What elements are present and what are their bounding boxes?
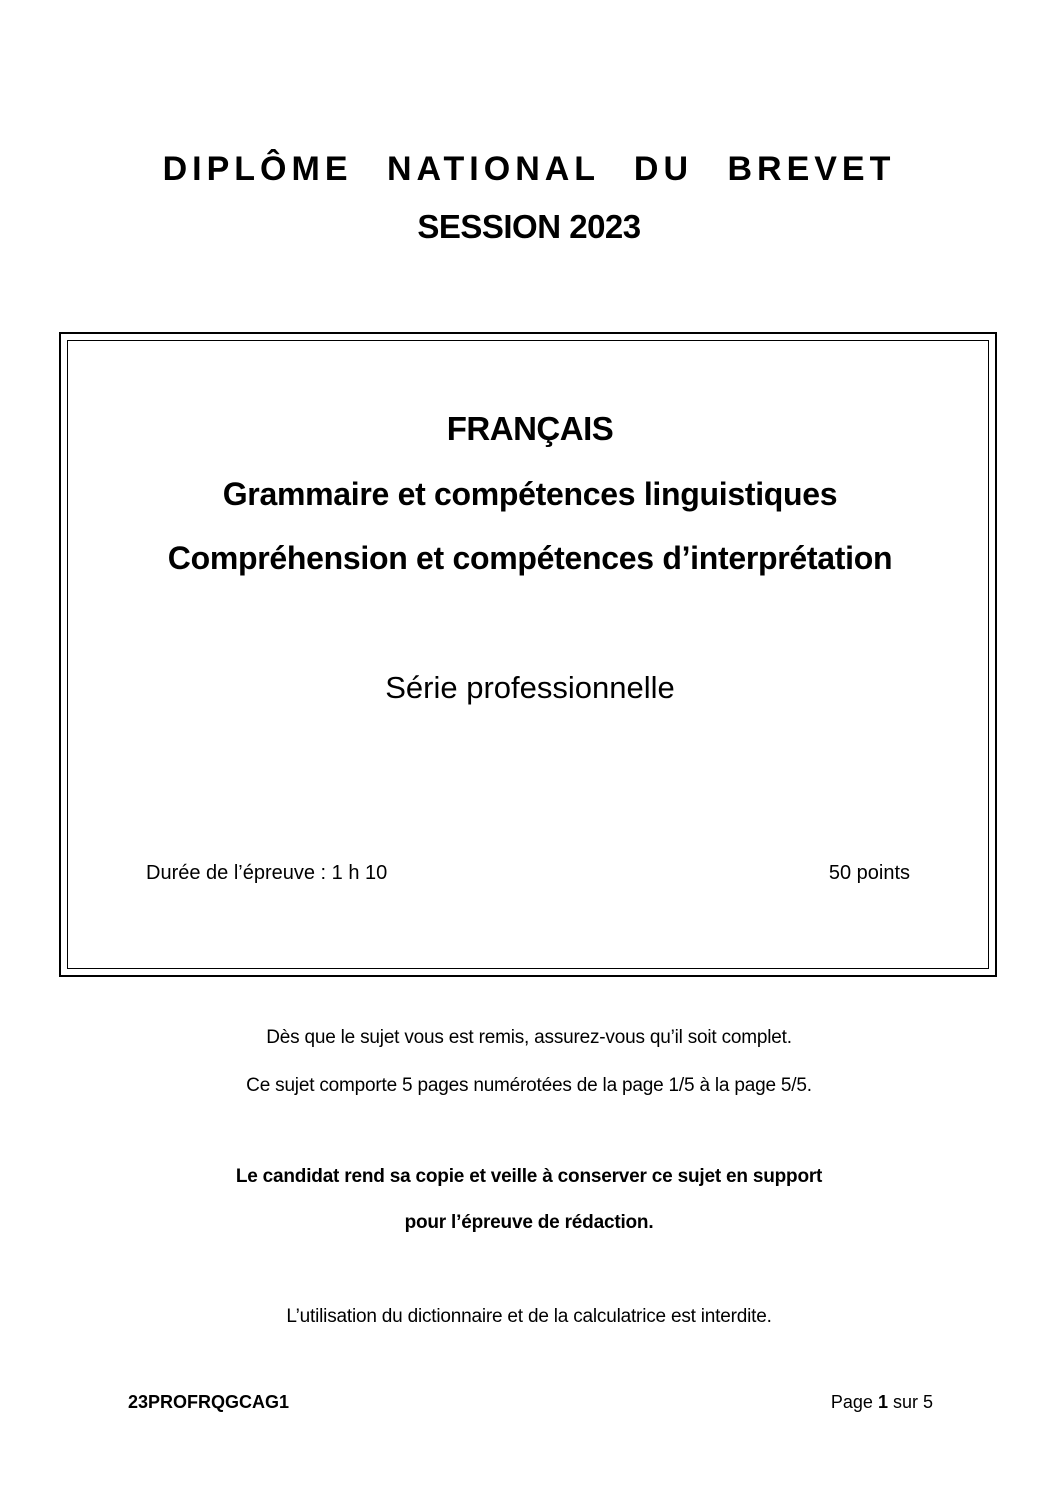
instruction-page-count: Ce sujet comporte 5 pages numérotées de la page 1/5 à la page 5/5. — [246, 1075, 812, 1096]
subject-part-comprehension: Compréhension et compétences d’interprétation — [167, 540, 893, 576]
page-prefix: Page — [830, 1392, 873, 1412]
page-number: 1 — [877, 1392, 888, 1412]
page-indicator — [831, 1392, 933, 1413]
instruction-keep-subject-cont: pour l’épreuve de rédaction. — [404, 1212, 654, 1233]
exam-duration: Durée de l’épreuve : 1 h 10 — [146, 862, 388, 884]
subject-title: FRANÇAIS — [446, 410, 614, 447]
subject-code: 23PROFRQGCAG1 — [128, 1392, 290, 1412]
session-title: SESSION 2023 — [417, 208, 641, 245]
instruction-keep-subject: Le candidat rend sa copie et veille à conserver ce sujet en support — [235, 1166, 823, 1187]
exam-title: DIPLÔME NATIONAL DU BREVET — [162, 150, 896, 188]
exam-points: 50 points — [828, 862, 910, 884]
subject-part-grammar: Grammaire et compétences linguistiques — [222, 476, 838, 512]
instruction-no-dictionary: L’utilisation du dictionnaire et de la calculatrice est interdite. — [286, 1306, 772, 1327]
instruction-check-complete: Dès que le sujet vous est remis, assurez-vous qu’il soit complet. — [266, 1027, 792, 1048]
series-label: Série professionnelle — [385, 670, 675, 705]
subject-frame — [59, 332, 997, 977]
page-suffix: sur 5 — [892, 1392, 933, 1412]
